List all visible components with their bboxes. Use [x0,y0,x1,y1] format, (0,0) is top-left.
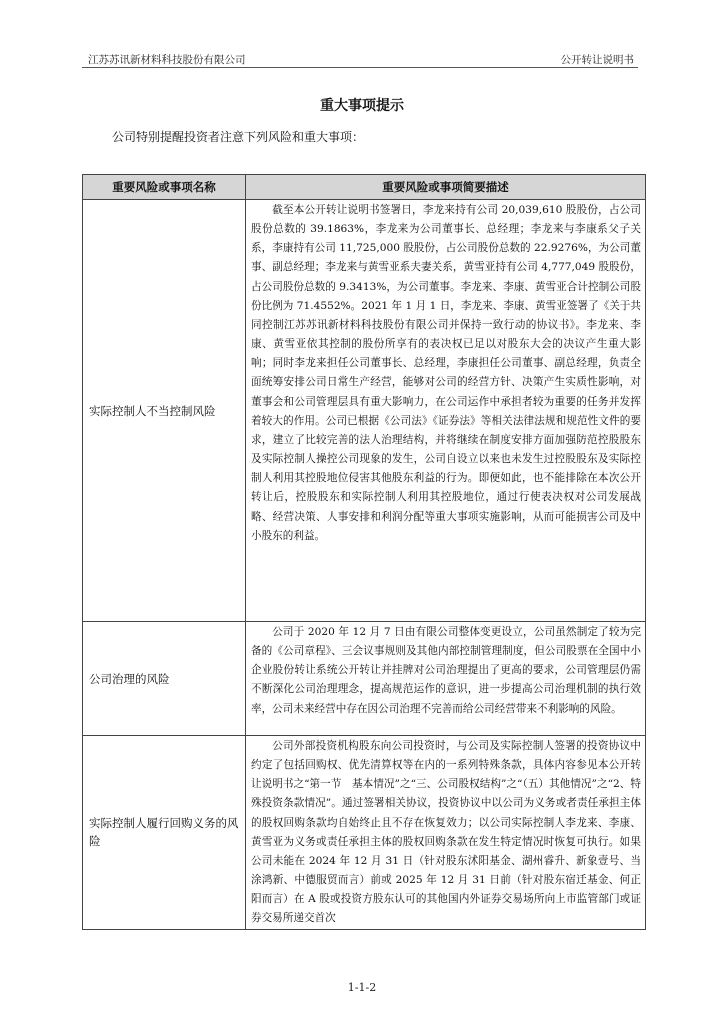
column-header-risk-name: 重要风险或事项名称 [83,175,246,200]
table-header-row [83,175,646,200]
header-document-type: 公开转让说明书 [560,54,634,66]
risk-name: 公司治理的风险 [83,622,246,736]
risk-description [246,622,646,736]
page-title: 重大事项提示 [320,98,404,114]
table-row [83,736,646,930]
risk-name: 实际控制人履行回购义务的风险 [83,736,246,930]
intro-paragraph: 公司特别提醒投资者注意下列风险和重大事项： [112,130,365,144]
table-row [83,200,646,622]
header-company-name: 江苏苏讯新材料科技股份有限公司 [88,54,246,66]
page-header [82,52,638,68]
risk-description [246,736,646,930]
header-divider [82,67,638,68]
risk-description-paragraph: 截至本公开转让说明书签署日，李龙来持有公司 20,039,610 股股份，占公司股份总数的 39.1863%，李龙来为公司董事长、总经理；李龙来与李康系父子关系，李康持有公司 11,725,000 股股份，占公司股份总数的 22.9276%，为公司董事、副总经理；李龙来与黄雪亚系夫妻关系，黄雪亚持有公司 4,777,049 股股份，占公司股份总数的 9.3413%，为公司董事。李龙来、李康、黄雪亚合计控制公司股份比例为 71.4552%。2021 年 1 月 1 日，李龙来、李康、黄雪亚签署了《关于共同控制江苏苏讯新材料科技股份有限公司并保持一致行动的协议书》。李龙来、李康、黄雪亚依其控制的股份所享有的表决权已足以对股东大会的决议产生重大影响；同时李龙来担任公司董事长、总经理，李康担任公司董事、副总经理，负责全面统筹安排公司日常生产经营，能够对公司的经营方针、决策产生实质性影响，对董事会和公司管理层具有重大影响力，在公司运作中承担者较为重要的任务并发挥着较大的作用。公司已根据《公司法》《证券法》等相关法律法规和规范性文件的要求，建立了比较完善的法人治理结构，并将继续在制度安排方面加强防范控股股东及实际控制人操控公司现象的发生，公司自设立以来也未发生过控股股东及实际控制人利用其控股地位侵害其他股东利益的行为。即便如此，也不能排除在本次公开转让后，控股股东和实际控制人利用其控股地位，通过行使表决权对公司发展战略、经营决策、人事安排和利润分配等重大事项实施影响，从而可能损害公司及中小股东的利益。 [251,204,641,542]
table-row [83,622,646,736]
risk-name: 实际控制人不当控制风险 [83,200,246,622]
risk-description-paragraph: 公司于 2020 年 12 月 7 日由有限公司整体变更设立，公司虽然制定了较为完备的《公司章程》、三会议事规则及其他内部控制管理制度，但公司股票在全国中小企业股份转让系统公开转让并挂牌对公司治理提出了更高的要求，公司管理层仍需不断深化公司治理理念，提高规范运作的意识，进一步提高公司治理机制的执行效率，公司未来经营中存在因公司治理不完善而给公司经营带来不利影响的风险。 [251,626,641,715]
column-header-risk-description: 重要风险或事项简要描述 [246,175,646,200]
risk-description-paragraph: 公司外部投资机构股东向公司投资时，与公司及实际控制人签署的投资协议中约定了包括回购权、优先清算权等在内的一系列特殊条款，具体内容参见本公开转让说明书之“第一节 基本情况”之“三、公司股权结构”之“（五）其他情况”之“2、特殊投资条款情况”。通过签署相关协议，投资协议中以公司为义务或者责任承担主体的股权回购条款均自始终止且不存在恢复效力；以公司实际控制人李龙来、李康、黄雪亚为义务或责任承担主体的股权回购条款在发生特定情况时恢复可执行。如果公司未能在 2024 年 12 月 31 日（针对股东沭阳基金、湖州睿升、新象壹号、当涂鸿新、中德服贸而言）前或 2025 年 12 月 31 日前（针对股东宿迁基金、何正阳而言）在 A 股或投资方股东认可的其他国内外证券交易场所向上市监管部门或证券交易所递交首次 [251,740,641,925]
page-number: 1-1-2 [347,981,377,994]
risk-description [246,200,646,622]
risk-table [82,174,646,930]
